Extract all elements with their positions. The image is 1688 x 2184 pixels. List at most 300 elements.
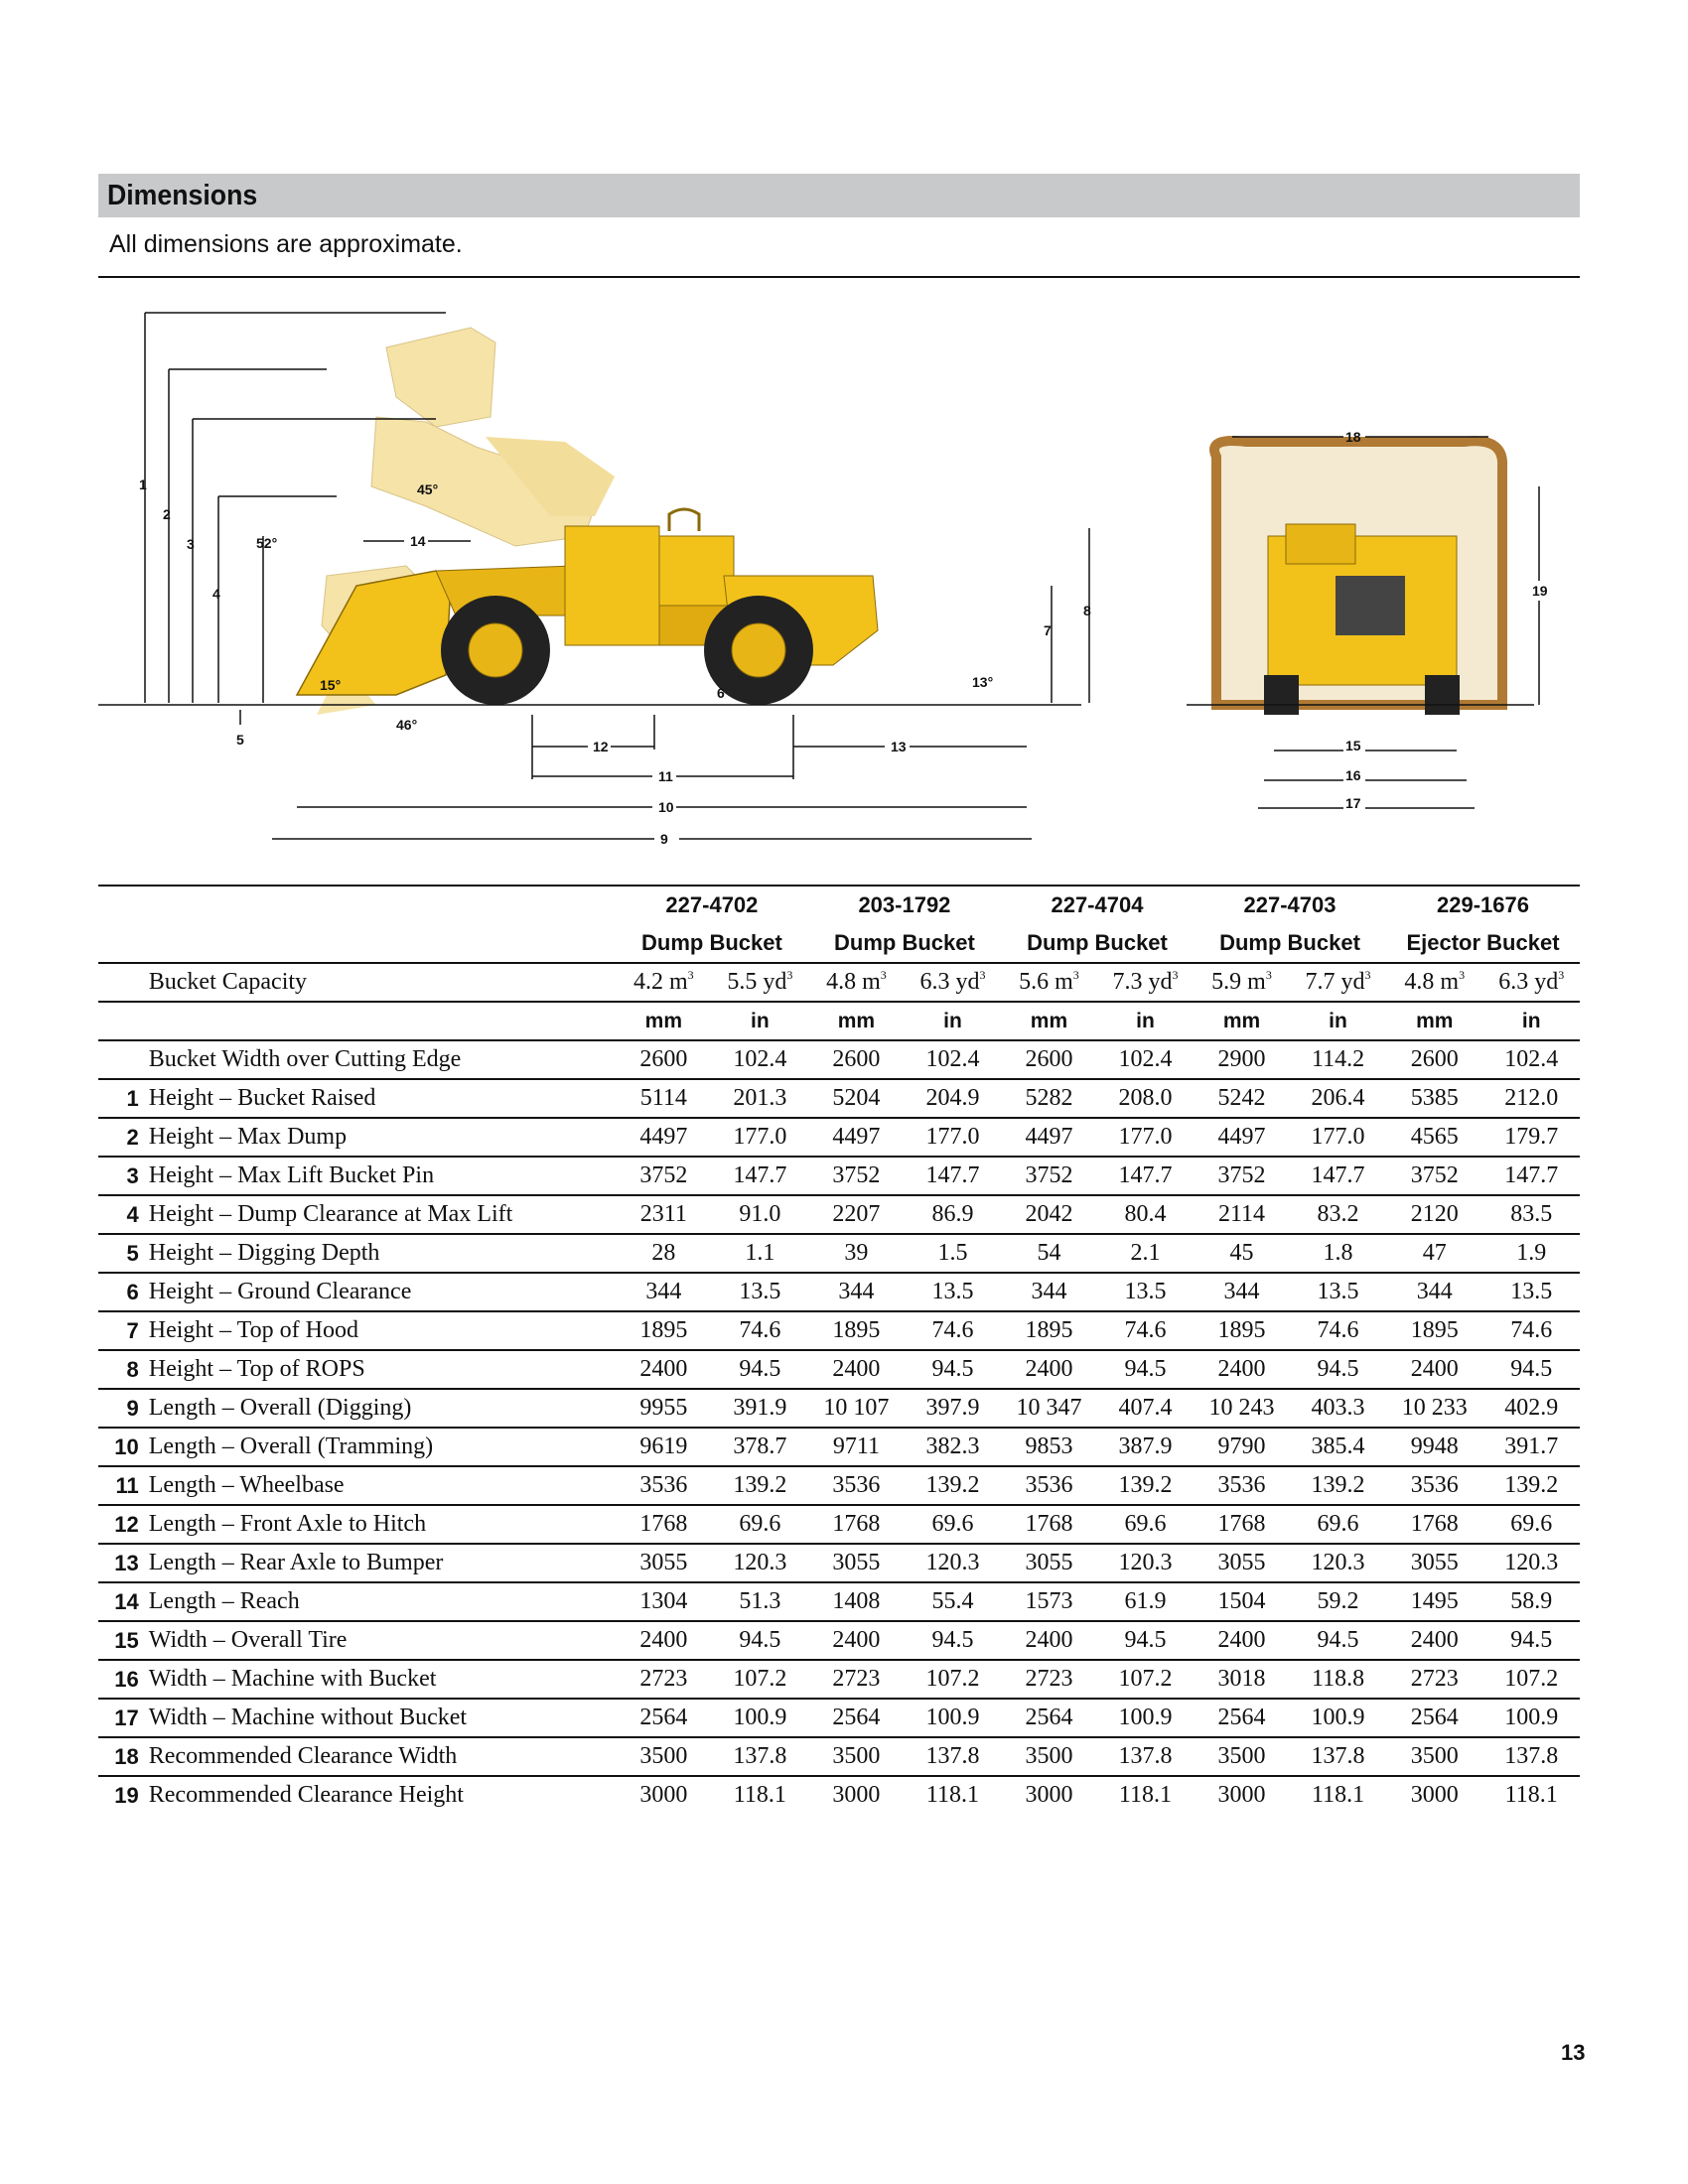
- callout-16: 16: [1345, 767, 1361, 783]
- raised-bucket-ghost: [386, 328, 495, 427]
- value-in: 69.6: [1290, 1505, 1386, 1544]
- row-number: 1: [98, 1079, 149, 1118]
- value-in: 58.9: [1482, 1582, 1580, 1621]
- value-mm: 4497: [808, 1118, 905, 1157]
- bucket-code: 227-4703: [1243, 892, 1336, 917]
- value-in: 391.7: [1482, 1428, 1580, 1466]
- value-in: 59.2: [1290, 1582, 1386, 1621]
- rear-rim: [732, 623, 785, 677]
- table-row: [98, 1079, 1580, 1118]
- value-mm: 344: [1386, 1273, 1482, 1311]
- row-number: 12: [98, 1505, 149, 1544]
- value-in: 147.7: [1482, 1157, 1580, 1195]
- table-row: [98, 1234, 1580, 1273]
- row-label: Bucket Width over Cutting Edge: [149, 1040, 616, 1079]
- value-mm: 9853: [1001, 1428, 1097, 1466]
- value-mm: 39: [808, 1234, 905, 1273]
- value-in: 69.6: [1097, 1505, 1194, 1544]
- value-in: 139.2: [712, 1466, 808, 1505]
- value-mm: 2723: [808, 1660, 905, 1699]
- row-number: 4: [98, 1195, 149, 1234]
- value-mm: 3055: [808, 1544, 905, 1582]
- value-mm: 3536: [808, 1466, 905, 1505]
- machine-front-grille: [1336, 576, 1405, 635]
- value-in: 387.9: [1097, 1428, 1194, 1466]
- value-in: 114.2: [1290, 1040, 1386, 1079]
- value-in: 13.5: [712, 1273, 808, 1311]
- row-number: 8: [98, 1350, 149, 1389]
- value-in: 118.8: [1290, 1660, 1386, 1699]
- table-row: [98, 1776, 1580, 1814]
- row-number: 10: [98, 1428, 149, 1466]
- value-in: 391.9: [712, 1389, 808, 1428]
- value-mm: 2564: [616, 1699, 712, 1737]
- value-in: 2.1: [1097, 1234, 1194, 1273]
- value-in: 402.9: [1482, 1389, 1580, 1428]
- value-mm: 344: [808, 1273, 905, 1311]
- value-mm: 9790: [1194, 1428, 1290, 1466]
- value-in: 94.5: [1097, 1350, 1194, 1389]
- capacity-metric: 5.6 $m^3$: [1001, 963, 1097, 1002]
- value-in: 13.5: [905, 1273, 1001, 1311]
- value-mm: 3500: [808, 1737, 905, 1776]
- machine-front-cab: [1286, 524, 1355, 564]
- angle-46: 46°: [396, 717, 418, 733]
- header-divider: [98, 276, 1580, 278]
- row-number: 6: [98, 1273, 149, 1311]
- value-mm: 3000: [639, 1782, 688, 1808]
- value-in: 1.1: [712, 1234, 808, 1273]
- value-in: 147.7: [1097, 1157, 1194, 1195]
- bucket-type: Dump Bucket: [616, 924, 808, 963]
- section-header-bar: [98, 174, 1580, 217]
- value-in: 1.8: [1290, 1234, 1386, 1273]
- value-mm: 3536: [1194, 1466, 1290, 1505]
- row-label: Height – Max Dump: [149, 1118, 616, 1157]
- table-row: [98, 1582, 1580, 1621]
- row-label: Width – Machine with Bucket: [149, 1660, 616, 1699]
- row-number: 19: [114, 1783, 139, 1808]
- value-mm: 4497: [616, 1118, 712, 1157]
- table-row: [98, 1040, 1580, 1079]
- value-in: 139.2: [1482, 1466, 1580, 1505]
- row-label: Length – Overall (Digging): [149, 1389, 616, 1428]
- value-mm: 1495: [1386, 1582, 1482, 1621]
- value-in: 61.9: [1097, 1582, 1194, 1621]
- value-in: 102.4: [1097, 1040, 1194, 1079]
- unit-in: in: [905, 1002, 1001, 1040]
- table-row: [98, 1466, 1580, 1505]
- value-mm: 9619: [616, 1428, 712, 1466]
- value-mm: 3500: [616, 1737, 712, 1776]
- value-mm: 2400: [1001, 1621, 1097, 1660]
- value-mm: 1504: [1194, 1582, 1290, 1621]
- angle-52: 52°: [256, 535, 278, 551]
- value-in: 137.8: [905, 1737, 1001, 1776]
- value-in: 100.9: [905, 1699, 1001, 1737]
- value-mm: 1895: [808, 1311, 905, 1350]
- callout-19: 19: [1532, 583, 1548, 599]
- value-mm: 1895: [1194, 1311, 1290, 1350]
- value-mm: 1768: [1194, 1505, 1290, 1544]
- value-in: 120.3: [1290, 1544, 1386, 1582]
- height-dimension-lines: [145, 313, 1089, 725]
- value-mm: 2564: [1001, 1699, 1097, 1737]
- value-in: 94.5: [1290, 1350, 1386, 1389]
- bucket-type-row: [98, 924, 1580, 963]
- value-in: 397.9: [905, 1389, 1001, 1428]
- capacity-imperial: 7.3 $yd^3$: [1097, 963, 1194, 1002]
- row-label: Height – Top of Hood: [149, 1311, 616, 1350]
- front-rim: [469, 623, 522, 677]
- value-in: 139.2: [1290, 1466, 1386, 1505]
- value-in: 212.0: [1482, 1079, 1580, 1118]
- value-mm: 3055: [1386, 1544, 1482, 1582]
- value-mm: 344: [1001, 1273, 1097, 1311]
- value-in: 100.9: [712, 1699, 808, 1737]
- value-mm: 3000: [832, 1782, 881, 1808]
- value-in: 118.1: [1504, 1782, 1558, 1808]
- value-in: 120.3: [1482, 1544, 1580, 1582]
- value-mm: 3018: [1194, 1660, 1290, 1699]
- value-in: 177.0: [905, 1118, 1001, 1157]
- value-mm: 45: [1194, 1234, 1290, 1273]
- callout-13: 13: [891, 739, 907, 754]
- callout-10: 10: [658, 799, 674, 815]
- value-mm: 2400: [616, 1621, 712, 1660]
- row-label: Recommended Clearance Width: [149, 1737, 616, 1776]
- value-in: 69.6: [905, 1505, 1001, 1544]
- row-number: 7: [98, 1311, 149, 1350]
- capacity-metric: 4.8 $m^3$: [808, 963, 905, 1002]
- value-mm: 2564: [1194, 1699, 1290, 1737]
- table-row: [98, 1311, 1580, 1350]
- value-mm: 9711: [808, 1428, 905, 1466]
- row-label: Height – Digging Depth: [149, 1234, 616, 1273]
- value-mm: 1408: [808, 1582, 905, 1621]
- side-view-diagram: [98, 288, 1111, 864]
- value-in: 137.8: [1097, 1737, 1194, 1776]
- front-left-tire: [1264, 675, 1299, 715]
- value-mm: 1573: [1001, 1582, 1097, 1621]
- value-mm: 3752: [1001, 1157, 1097, 1195]
- row-number: [98, 1040, 149, 1079]
- value-mm: 2042: [1001, 1195, 1097, 1234]
- value-in: 74.6: [1290, 1311, 1386, 1350]
- value-mm: 2600: [616, 1040, 712, 1079]
- page-title: Dimensions: [107, 180, 258, 211]
- table-row: [98, 1505, 1580, 1544]
- value-mm: 2311: [616, 1195, 712, 1234]
- value-in: 407.4: [1097, 1389, 1194, 1428]
- capacity-imperial: 6.3 $yd^3$: [1482, 963, 1580, 1002]
- bucket-code: 227-4704: [1051, 892, 1144, 917]
- value-in: 100.9: [1097, 1699, 1194, 1737]
- value-in: 69.6: [1482, 1505, 1580, 1544]
- callout-8: 8: [1083, 603, 1091, 618]
- value-mm: 2400: [1386, 1621, 1482, 1660]
- capacity-imperial: 7.7 $yd^3$: [1290, 963, 1386, 1002]
- value-in: 201.3: [712, 1079, 808, 1118]
- value-mm: 1304: [616, 1582, 712, 1621]
- row-number: 18: [98, 1737, 149, 1776]
- value-in: 139.2: [1097, 1466, 1194, 1505]
- value-mm: 1895: [1001, 1311, 1097, 1350]
- value-in: 120.3: [905, 1544, 1001, 1582]
- row-label: Height – Ground Clearance: [149, 1273, 616, 1311]
- row-label: Length – Front Axle to Hitch: [149, 1505, 616, 1544]
- row-label: Length – Wheelbase: [149, 1466, 616, 1505]
- row-label: Recommended Clearance Height: [148, 1782, 464, 1808]
- value-in: 94.5: [1482, 1350, 1580, 1389]
- value-in: 80.4: [1097, 1195, 1194, 1234]
- value-in: 1.5: [905, 1234, 1001, 1273]
- capacity-imperial: 6.3 $yd^3$: [905, 963, 1001, 1002]
- value-mm: 3536: [1386, 1466, 1482, 1505]
- value-in: 69.6: [712, 1505, 808, 1544]
- value-mm: 3752: [616, 1157, 712, 1195]
- exhaust-pipe: [669, 509, 699, 531]
- callout-18: 18: [1345, 429, 1361, 445]
- unit-mm: mm: [1194, 1002, 1290, 1040]
- row-number: 16: [98, 1660, 149, 1699]
- value-mm: 54: [1001, 1234, 1097, 1273]
- table-row: [98, 1157, 1580, 1195]
- unit-mm: mm: [1001, 1002, 1097, 1040]
- value-mm: 2400: [1001, 1350, 1097, 1389]
- value-in: 94.5: [905, 1350, 1001, 1389]
- value-mm: 3000: [1025, 1782, 1073, 1808]
- units-row: [98, 1002, 1580, 1040]
- value-in: 208.0: [1097, 1079, 1194, 1118]
- value-mm: 5282: [1001, 1079, 1097, 1118]
- value-in: 94.5: [712, 1621, 808, 1660]
- value-in: 118.1: [925, 1782, 979, 1808]
- row-number: 17: [98, 1699, 149, 1737]
- value-mm: 9948: [1386, 1428, 1482, 1466]
- value-mm: 2600: [1386, 1040, 1482, 1079]
- value-in: 74.6: [1482, 1311, 1580, 1350]
- value-mm: 9955: [616, 1389, 712, 1428]
- value-in: 102.4: [905, 1040, 1001, 1079]
- value-mm: 1768: [808, 1505, 905, 1544]
- callout-9: 9: [660, 831, 668, 847]
- value-in: 102.4: [1482, 1040, 1580, 1079]
- callout-3: 3: [187, 536, 195, 552]
- value-in: 107.2: [1097, 1660, 1194, 1699]
- value-in: 100.9: [1482, 1699, 1580, 1737]
- row-label: Height – Dump Clearance at Max Lift: [149, 1195, 616, 1234]
- table-row: [98, 1621, 1580, 1660]
- value-in: 94.5: [712, 1350, 808, 1389]
- table-row: [98, 1389, 1580, 1428]
- value-mm: 3752: [1194, 1157, 1290, 1195]
- table-row: [98, 1699, 1580, 1737]
- value-mm: 1895: [616, 1311, 712, 1350]
- value-in: 94.5: [1290, 1621, 1386, 1660]
- value-mm: 3000: [1217, 1782, 1266, 1808]
- value-mm: 2564: [808, 1699, 905, 1737]
- value-in: 102.4: [712, 1040, 808, 1079]
- bucket-code: 229-1676: [1437, 892, 1529, 917]
- bucket-code-row: [98, 887, 1580, 924]
- table-row: [98, 1273, 1580, 1311]
- front-view-diagram: [1187, 417, 1564, 834]
- value-in: 147.7: [1290, 1157, 1386, 1195]
- value-in: 206.4: [1290, 1079, 1386, 1118]
- bucket-type: Ejector Bucket: [1386, 924, 1580, 963]
- value-mm: 5242: [1194, 1079, 1290, 1118]
- value-mm: 3000: [1410, 1782, 1459, 1808]
- row-number: 15: [98, 1621, 149, 1660]
- value-in: 403.3: [1290, 1389, 1386, 1428]
- value-in: 13.5: [1290, 1273, 1386, 1311]
- value-in: 94.5: [1482, 1621, 1580, 1660]
- row-label: Length – Rear Axle to Bumper: [149, 1544, 616, 1582]
- value-in: 137.8: [1290, 1737, 1386, 1776]
- value-in: 120.3: [712, 1544, 808, 1582]
- unit-mm: mm: [1386, 1002, 1482, 1040]
- value-mm: 47: [1386, 1234, 1482, 1273]
- value-in: 51.3: [712, 1582, 808, 1621]
- callout-4: 4: [212, 586, 220, 602]
- unit-mm: mm: [616, 1002, 712, 1040]
- value-mm: 3536: [1001, 1466, 1097, 1505]
- value-in: 74.6: [1097, 1311, 1194, 1350]
- value-in: 118.1: [1311, 1782, 1365, 1808]
- table-row: [98, 1195, 1580, 1234]
- value-in: 120.3: [1097, 1544, 1194, 1582]
- value-mm: 2564: [1386, 1699, 1482, 1737]
- bucket-capacity-label: Bucket Capacity: [149, 963, 616, 1002]
- table-row: [98, 1737, 1580, 1776]
- callout-5: 5: [236, 732, 244, 748]
- value-mm: 2600: [808, 1040, 905, 1079]
- capacity-imperial: 5.5 $yd^3$: [712, 963, 808, 1002]
- row-number: 5: [98, 1234, 149, 1273]
- table-row: [98, 1544, 1580, 1582]
- row-label: Width – Overall Tire: [149, 1621, 616, 1660]
- value-in: 83.5: [1482, 1195, 1580, 1234]
- value-mm: 10 243: [1194, 1389, 1290, 1428]
- value-in: 177.0: [1097, 1118, 1194, 1157]
- callout-15: 15: [1345, 738, 1361, 753]
- value-mm: 2723: [1001, 1660, 1097, 1699]
- value-mm: 344: [616, 1273, 712, 1311]
- loader-machine: [297, 509, 878, 705]
- callout-14: 14: [410, 533, 426, 549]
- value-in: 139.2: [905, 1466, 1001, 1505]
- value-mm: 10 233: [1386, 1389, 1482, 1428]
- value-mm: 1768: [616, 1505, 712, 1544]
- value-mm: 1768: [1001, 1505, 1097, 1544]
- value-in: 86.9: [905, 1195, 1001, 1234]
- unit-mm: mm: [808, 1002, 905, 1040]
- cab: [565, 526, 659, 645]
- value-in: 147.7: [712, 1157, 808, 1195]
- value-mm: 2600: [1001, 1040, 1097, 1079]
- row-label: Height – Top of ROPS: [149, 1350, 616, 1389]
- value-mm: 3536: [616, 1466, 712, 1505]
- row-label: Length – Overall (Tramming): [149, 1428, 616, 1466]
- value-in: 147.7: [905, 1157, 1001, 1195]
- unit-in: in: [1290, 1002, 1386, 1040]
- dimensions-table: [98, 887, 1580, 1814]
- value-in: 179.7: [1482, 1118, 1580, 1157]
- page-number: 13: [1561, 2040, 1586, 2065]
- value-in: 55.4: [905, 1582, 1001, 1621]
- front-right-tire: [1425, 675, 1460, 715]
- value-mm: 2400: [808, 1621, 905, 1660]
- value-mm: 344: [1194, 1273, 1290, 1311]
- value-mm: 1768: [1386, 1505, 1482, 1544]
- value-mm: 3500: [1001, 1737, 1097, 1776]
- rops: [659, 536, 734, 606]
- callout-6: 6: [717, 685, 725, 701]
- callout-12: 12: [593, 739, 609, 754]
- value-in: 13.5: [1482, 1273, 1580, 1311]
- dimension-rows: [98, 1040, 1580, 1814]
- bucket-type: Dump Bucket: [1001, 924, 1194, 963]
- row-label: Width – Machine without Bucket: [149, 1699, 616, 1737]
- value-in: 1.9: [1482, 1234, 1580, 1273]
- value-in: 385.4: [1290, 1428, 1386, 1466]
- value-in: 378.7: [712, 1428, 808, 1466]
- value-mm: 2114: [1194, 1195, 1290, 1234]
- value-in: 118.1: [733, 1782, 786, 1808]
- row-label: Height – Max Lift Bucket Pin: [149, 1157, 616, 1195]
- row-label: Length – Reach: [149, 1582, 616, 1621]
- value-in: 107.2: [905, 1660, 1001, 1699]
- value-in: 94.5: [905, 1621, 1001, 1660]
- bucket-type: Dump Bucket: [1194, 924, 1386, 963]
- value-in: 137.8: [712, 1737, 808, 1776]
- value-in: 13.5: [1097, 1273, 1194, 1311]
- capacity-metric: 4.2 $m^3$: [616, 963, 712, 1002]
- value-mm: 4497: [1194, 1118, 1290, 1157]
- callout-1: 1: [139, 477, 147, 492]
- value-in: 83.2: [1290, 1195, 1386, 1234]
- value-in: 74.6: [712, 1311, 808, 1350]
- value-mm: 3055: [1001, 1544, 1097, 1582]
- table-row: [98, 1660, 1580, 1699]
- unit-in: in: [712, 1002, 808, 1040]
- value-mm: 10 347: [1001, 1389, 1097, 1428]
- value-in: 177.0: [1290, 1118, 1386, 1157]
- row-number: 14: [98, 1582, 149, 1621]
- value-mm: 5114: [616, 1079, 712, 1118]
- unit-in: in: [1097, 1002, 1194, 1040]
- value-mm: 2900: [1194, 1040, 1290, 1079]
- row-label: Height – Bucket Raised: [149, 1079, 616, 1118]
- value-mm: 2120: [1386, 1195, 1482, 1234]
- page-subtitle: All dimensions are approximate.: [109, 230, 463, 258]
- value-mm: 3752: [808, 1157, 905, 1195]
- row-number: 13: [98, 1544, 149, 1582]
- value-mm: 28: [616, 1234, 712, 1273]
- value-in: 118.1: [1118, 1782, 1173, 1808]
- bucket-code: 227-4702: [665, 892, 759, 917]
- value-mm: 3055: [616, 1544, 712, 1582]
- value-in: 107.2: [1482, 1660, 1580, 1699]
- value-mm: 2400: [1194, 1621, 1290, 1660]
- value-in: 204.9: [905, 1079, 1001, 1118]
- bucket-capacity-row: [98, 963, 1580, 1002]
- value-mm: 2400: [808, 1350, 905, 1389]
- row-number: 2: [98, 1118, 149, 1157]
- value-mm: 3500: [1386, 1737, 1482, 1776]
- value-mm: 5204: [808, 1079, 905, 1118]
